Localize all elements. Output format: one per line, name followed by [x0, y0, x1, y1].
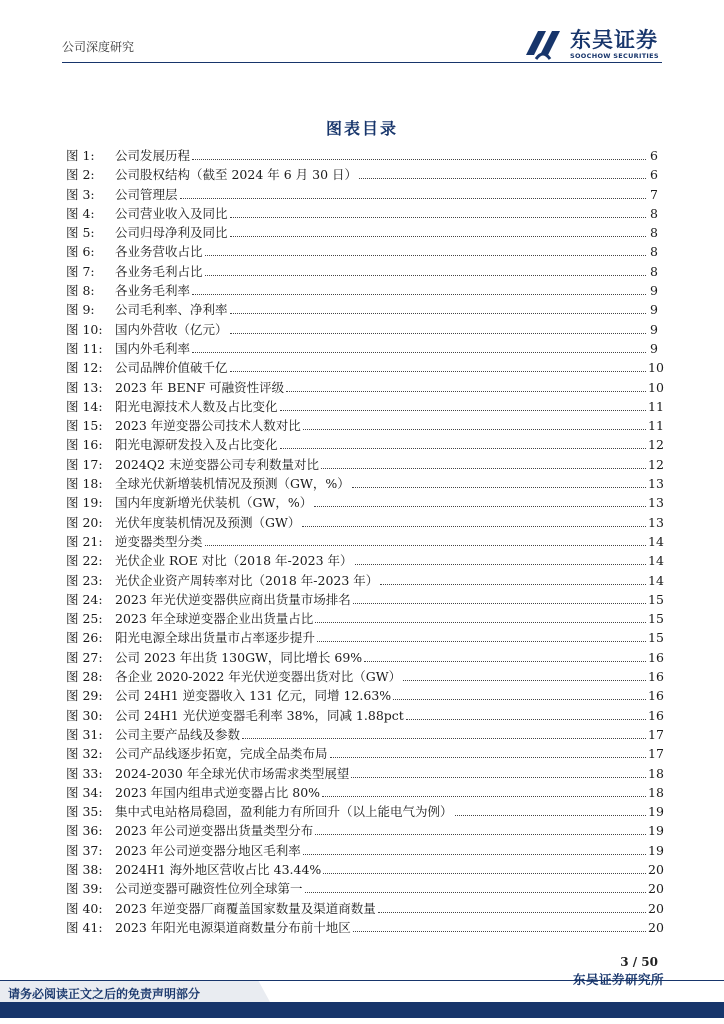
toc-page-number: 12	[648, 456, 664, 472]
toc-figure-title[interactable]: 各业务毛利率	[115, 283, 191, 299]
toc-page-number: 9	[650, 283, 658, 299]
toc-entry[interactable]	[66, 146, 658, 165]
toc-figure-title[interactable]: 2023 年公司逆变器出货量类型分布	[115, 823, 314, 839]
toc-page-number: 13	[648, 476, 664, 492]
toc-figure-label: 图 26:	[66, 630, 103, 646]
toc-figure-title[interactable]: 各业务营收占比	[115, 244, 203, 260]
toc-figure-title[interactable]: 2023 年逆变器厂商覆盖国家数量及渠道商数量	[115, 900, 376, 916]
toc-entry[interactable]	[66, 551, 664, 570]
toc-figure-title[interactable]: 公司毛利率、净利率	[115, 302, 228, 318]
toc-entry[interactable]	[66, 860, 664, 879]
toc-page-number: 19	[648, 842, 664, 858]
toc-leader-dots	[302, 526, 646, 527]
toc-leader-dots	[352, 487, 646, 488]
toc-figure-label: 图 16:	[66, 437, 103, 453]
toc-entry[interactable]	[66, 185, 658, 204]
toc-figure-label: 图 5:	[66, 225, 95, 241]
toc-page-number: 19	[648, 804, 664, 820]
toc-figure-label: 图 10:	[66, 321, 103, 337]
toc-figure-title[interactable]: 公司 2023 年出货 130GW，同比增长 69%	[115, 649, 363, 665]
report-type: 公司深度研究	[62, 40, 135, 54]
toc-figure-label: 图 39:	[66, 881, 103, 897]
toc-page-number: 10	[648, 379, 664, 395]
toc-entry[interactable]	[66, 667, 664, 686]
toc-leader-dots	[205, 255, 646, 256]
toc-figure-title[interactable]: 各业务毛利占比	[115, 263, 203, 279]
toc-figure-label: 图 1:	[66, 148, 95, 163]
research-institute: 东吴证券研究所	[572, 972, 664, 987]
toc-entry[interactable]	[66, 918, 664, 937]
toc-figure-title[interactable]: 公司营业收入及同比	[115, 205, 228, 221]
toc-entry[interactable]	[66, 262, 658, 281]
toc-entry[interactable]	[66, 378, 664, 397]
brand-name-cn: 东吴证券	[570, 27, 658, 52]
toc-figure-label: 图 29:	[66, 688, 103, 704]
toc-figure-title[interactable]: 2024H1 海外地区营收占比 43.44%	[115, 861, 322, 877]
toc-leader-dots	[286, 391, 646, 392]
toc-figure-label: 图 41:	[66, 919, 103, 935]
toc-leader-dots	[230, 371, 646, 372]
toc-figure-label: 图 13:	[66, 379, 103, 395]
toc-leader-dots	[403, 680, 646, 681]
toc-figure-title[interactable]: 2023 年公司逆变器分地区毛利率	[115, 842, 301, 858]
toc-figure-title[interactable]: 2023 年全球逆变器企业出货量占比	[115, 611, 314, 627]
toc-entry[interactable]	[66, 783, 664, 802]
toc-figure-label: 图 20:	[66, 514, 103, 530]
toc-entry[interactable]	[66, 358, 664, 377]
brand-name-en: SOOCHOW SECURITIES	[570, 51, 659, 60]
toc-leader-dots	[406, 719, 646, 720]
toc-figure-title[interactable]: 2024Q2 末逆变器公司专利数量对比	[115, 456, 319, 472]
toc-figure-title[interactable]: 公司 24H1 逆变器收入 131 亿元，同增 12.63%	[115, 688, 392, 704]
toc-page-number: 9	[650, 340, 658, 356]
toc-figure-label: 图 9:	[66, 302, 95, 318]
toc-page-number: 8	[650, 263, 658, 279]
toc-entry[interactable]	[66, 648, 664, 667]
toc-page-number: 17	[648, 746, 664, 762]
toc-page-number: 8	[650, 244, 658, 260]
toc-figure-label: 图 18:	[66, 476, 103, 492]
toc-leader-dots	[353, 931, 646, 932]
page-title: 图表目录	[325, 119, 398, 138]
toc-entry[interactable]	[66, 416, 664, 435]
toc-figure-label: 图 24:	[66, 591, 103, 607]
toc-leader-dots	[355, 564, 646, 565]
toc-page-number: 13	[648, 514, 664, 530]
toc-figure-label: 图 17:	[66, 456, 103, 472]
toc-leader-dots	[280, 410, 646, 411]
toc-figure-label: 图 11:	[66, 340, 103, 356]
toc-entry[interactable]	[66, 397, 664, 416]
toc-leader-dots	[321, 468, 646, 469]
toc-page-number: 6	[650, 148, 658, 163]
toc-page-number: 19	[648, 823, 664, 839]
toc-page-number: 9	[650, 321, 658, 337]
toc-page-number: 14	[648, 553, 664, 569]
toc-leader-dots	[323, 873, 646, 874]
toc-figure-label: 图 21:	[66, 533, 103, 549]
toc-entry[interactable]	[66, 802, 664, 821]
toc-leader-dots	[230, 333, 646, 334]
toc-figure-label: 图 31:	[66, 726, 103, 742]
toc-leader-dots	[303, 429, 646, 430]
disclaimer-note: 请务必阅读正文之后的免责声明部分	[8, 987, 201, 1001]
toc-figure-title[interactable]: 2023 年光伏逆变器供应商出货量市场排名	[115, 591, 351, 607]
toc-entry[interactable]	[66, 764, 664, 783]
toc-figure-label: 图 22:	[66, 553, 103, 569]
toc-page-number: 6	[650, 167, 658, 183]
toc-figure-label: 图 6:	[66, 244, 95, 260]
toc-figure-label: 图 32:	[66, 746, 103, 762]
toc-figure-label: 图 12:	[66, 360, 103, 376]
toc-page-number: 11	[648, 398, 664, 414]
toc-figure-label: 图 7:	[66, 263, 95, 279]
toc-entry[interactable]	[66, 590, 664, 609]
toc-leader-dots	[364, 661, 646, 662]
toc-page-number: 11	[648, 418, 664, 434]
toc-figure-title[interactable]: 公司品牌价值破千亿	[115, 360, 228, 376]
toc-entry[interactable]	[66, 899, 664, 918]
toc-entry[interactable]	[66, 474, 664, 493]
toc-entry[interactable]	[66, 300, 658, 319]
toc-entry[interactable]	[66, 744, 664, 763]
toc-figure-label: 图 38:	[66, 861, 103, 877]
toc-entry[interactable]	[66, 571, 664, 590]
toc-figure-title[interactable]: 2023 年 BENF 可融资性评级	[115, 379, 285, 395]
brand-logo-icon	[522, 25, 564, 63]
toc-entry[interactable]	[66, 686, 664, 705]
toc-figure-title[interactable]: 集中式电站格局稳固，盈利能力有所回升（以上能电气为例）	[115, 804, 453, 820]
toc-figure-title[interactable]: 国内外毛利率	[115, 340, 191, 356]
toc-leader-dots	[315, 834, 646, 835]
toc-leader-dots	[192, 294, 646, 295]
toc-leader-dots	[205, 275, 646, 276]
header-divider	[62, 62, 662, 63]
toc-entry[interactable]	[66, 532, 664, 551]
toc-figure-title[interactable]: 国内年度新增光伏装机（GW，%）	[115, 495, 313, 511]
page-indicator: 3 / 50	[620, 955, 658, 969]
toc-leader-dots	[192, 159, 646, 160]
toc-entry[interactable]	[66, 339, 658, 358]
toc-page-number: 9	[650, 302, 658, 318]
toc-leader-dots	[230, 217, 646, 218]
toc-figure-label: 图 3:	[66, 186, 95, 202]
toc-page-number: 15	[648, 591, 664, 607]
toc-page-number: 20	[648, 861, 664, 877]
toc-leader-dots	[378, 912, 646, 913]
toc-entry[interactable]	[66, 609, 664, 628]
toc-leader-dots	[303, 854, 646, 855]
toc-entry[interactable]	[66, 841, 664, 860]
toc-figure-label: 图 8:	[66, 283, 95, 299]
toc-entry[interactable]	[66, 281, 658, 300]
toc-page-number: 16	[648, 669, 664, 685]
toc-figure-title[interactable]: 光伏年度装机情况及预测（GW）	[115, 514, 301, 530]
toc-figure-title[interactable]: 公司 24H1 光伏逆变器毛利率 38%，同减 1.88pct	[115, 707, 404, 723]
toc-figure-title[interactable]: 公司发展历程	[115, 148, 191, 163]
toc-leader-dots	[351, 777, 646, 778]
toc-figure-title[interactable]: 2024-2030 年全球光伏市场需求类型展望	[115, 765, 350, 781]
toc-leader-dots	[280, 448, 646, 449]
toc-leader-dots	[455, 815, 646, 816]
toc-leader-dots	[317, 641, 646, 642]
toc-leader-dots	[380, 584, 646, 585]
toc-figure-title[interactable]: 2023 年阳光电源渠道商数量分布前十地区	[115, 919, 351, 935]
toc-leader-dots	[353, 603, 646, 604]
brand-logo	[522, 25, 659, 63]
toc-figure-label: 图 33:	[66, 765, 103, 781]
toc-page-number: 17	[648, 726, 664, 742]
toc-figure-label: 图 27:	[66, 649, 103, 665]
toc-leader-dots	[192, 352, 646, 353]
toc-page-number: 20	[648, 919, 664, 935]
toc-page-number: 16	[648, 707, 664, 723]
toc-entry[interactable]	[66, 879, 664, 898]
toc-figure-title[interactable]: 公司产品线逐步拓宽，完成全品类布局	[115, 746, 328, 762]
toc-figure-title[interactable]: 光伏企业资产周转率对比（2018 年-2023 年）	[115, 572, 379, 588]
toc-entry[interactable]	[66, 435, 664, 454]
toc-leader-dots	[230, 313, 646, 314]
toc-leader-dots	[305, 892, 646, 893]
toc-figure-label: 图 37:	[66, 842, 103, 858]
toc-figure-label: 图 14:	[66, 398, 103, 414]
toc-leader-dots	[393, 699, 646, 700]
toc-figure-label: 图 30:	[66, 707, 103, 723]
toc-figure-label: 图 34:	[66, 784, 103, 800]
toc-entry[interactable]	[66, 204, 658, 223]
toc-figure-label: 图 36:	[66, 823, 103, 839]
toc-entry[interactable]	[66, 223, 658, 242]
toc-leader-dots	[242, 738, 646, 739]
toc-figure-label: 图 35:	[66, 804, 103, 820]
toc-figure-title[interactable]: 逆变器类型分类	[115, 533, 203, 549]
toc-figure-title[interactable]: 全球光伏新增装机情况及预测（GW，%）	[115, 476, 350, 492]
toc-page-number: 14	[648, 572, 664, 588]
toc-page-number: 13	[648, 495, 664, 511]
toc-leader-dots	[314, 506, 646, 507]
toc-entry[interactable]	[66, 725, 664, 744]
toc-figure-title[interactable]: 公司主要产品线及参数	[115, 726, 241, 742]
toc-entry[interactable]	[66, 706, 664, 725]
toc-leader-dots	[205, 545, 646, 546]
toc-figure-title[interactable]: 2023 年国内组串式逆变器占比 80%	[115, 784, 321, 800]
toc-page-number: 18	[648, 784, 664, 800]
toc-page-number: 8	[650, 225, 658, 241]
toc-page-number: 20	[648, 881, 664, 897]
toc-page-number: 12	[648, 437, 664, 453]
toc-figure-title[interactable]: 公司归母净利及同比	[115, 225, 228, 241]
toc-leader-dots	[359, 178, 646, 179]
toc-page-number: 8	[650, 205, 658, 221]
toc-entry[interactable]	[66, 320, 658, 339]
toc-page-number: 7	[650, 186, 658, 202]
toc-page-number: 16	[648, 649, 664, 665]
toc-figure-title[interactable]: 光伏企业 ROE 对比（2018 年-2023 年）	[115, 553, 353, 569]
toc-figure-title[interactable]: 阳光电源全球出货量市占率逐步提升	[115, 630, 316, 646]
toc-leader-dots	[180, 198, 646, 199]
toc-page-number: 15	[648, 611, 664, 627]
toc-figure-label: 图 15:	[66, 418, 103, 434]
toc-page-number: 14	[648, 533, 664, 549]
toc-figure-title[interactable]: 各企业 2020-2022 年光伏逆变器出货对比（GW）	[115, 669, 402, 685]
toc-page-number: 20	[648, 900, 664, 916]
toc-figure-title[interactable]: 公司管理层	[115, 186, 178, 202]
toc-figure-label: 图 25:	[66, 611, 103, 627]
toc-entry[interactable]	[66, 455, 664, 474]
toc-figure-label: 图 2:	[66, 167, 95, 183]
toc-figure-label: 图 19:	[66, 495, 103, 511]
toc-figure-label: 图 40:	[66, 900, 103, 916]
toc-entry[interactable]	[66, 493, 664, 512]
toc-leader-dots	[322, 796, 646, 797]
toc-page-number: 10	[648, 360, 664, 376]
toc-page-number: 18	[648, 765, 664, 781]
toc-entry[interactable]	[66, 513, 664, 532]
toc-figure-title[interactable]: 公司逆变器可融资性位列全球第一	[115, 881, 303, 897]
toc-leader-dots	[230, 236, 646, 237]
toc-figure-label: 图 23:	[66, 572, 103, 588]
toc-page-number: 16	[648, 688, 664, 704]
toc-figure-title[interactable]: 阳光电源研发投入及占比变化	[115, 437, 278, 453]
toc-entry[interactable]	[66, 821, 664, 840]
toc-figure-title[interactable]: 阳光电源技术人数及占比变化	[115, 398, 278, 414]
toc-entry[interactable]	[66, 165, 658, 184]
toc-page-number: 15	[648, 630, 664, 646]
toc-leader-dots	[315, 622, 646, 623]
toc-figure-label: 图 4:	[66, 205, 95, 221]
toc-figure-label: 图 28:	[66, 669, 103, 685]
toc-figure-title[interactable]: 公司股权结构（截至 2024 年 6 月 30 日）	[115, 167, 358, 183]
toc-figure-title[interactable]: 国内外营收（亿元）	[115, 321, 228, 337]
figure-index-list	[66, 146, 664, 937]
toc-leader-dots	[330, 757, 646, 758]
toc-figure-title[interactable]: 2023 年逆变器公司技术人数对比	[115, 418, 301, 434]
toc-entry[interactable]	[66, 242, 658, 261]
toc-entry[interactable]	[66, 628, 664, 647]
